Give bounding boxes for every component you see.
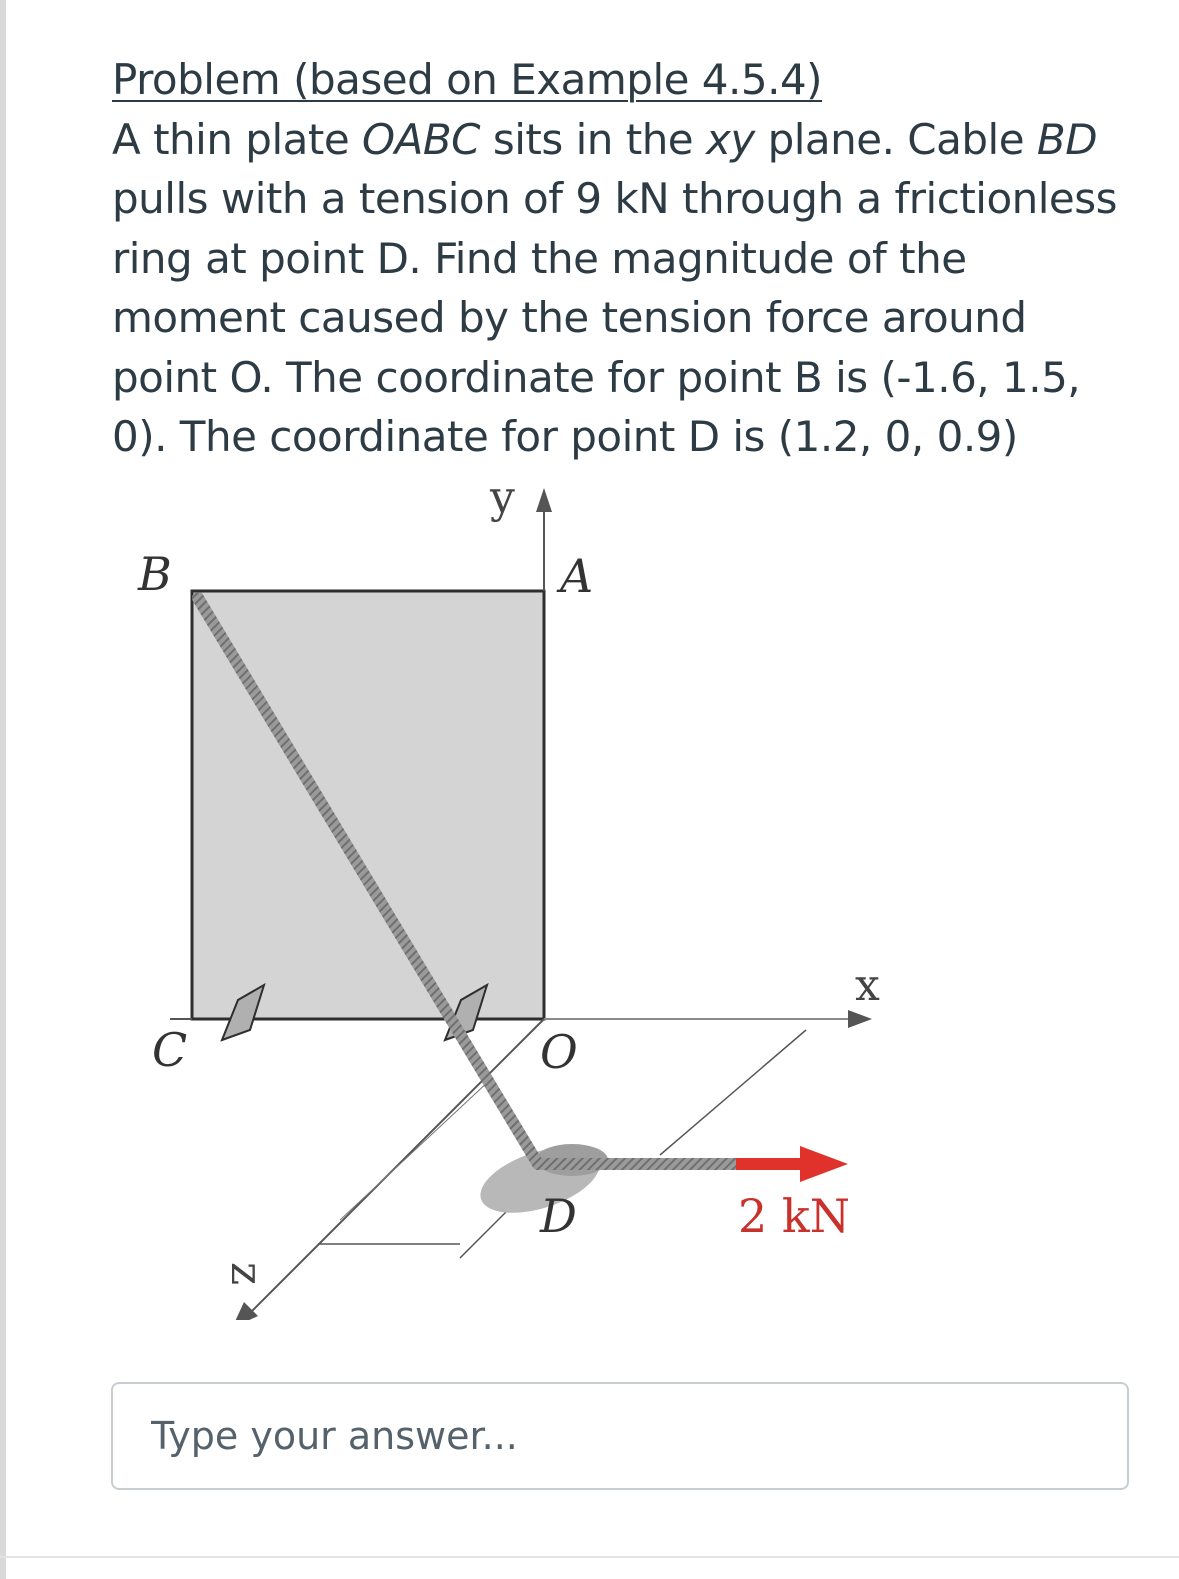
statement-italic-xy: xy	[706, 114, 755, 164]
force-arrow-head	[800, 1146, 848, 1182]
label-y: y	[490, 472, 515, 523]
statement-part: plane. Cable	[754, 114, 1037, 164]
plate-oabc	[192, 591, 544, 1019]
statement-part: sits in the	[479, 114, 707, 164]
statement-part: pulls with a tension of 9 kN through a frictionless ring at point D. Find the magnitude of the moment caused by the tension force around point O. The coordinate for point B is (-1.6, 1.5, 0). The coordinate for point D is (1.2, 0, 0.9)	[112, 174, 1118, 461]
z-axis-arrowhead	[232, 1302, 258, 1320]
problem-title: Problem (based on Example 4.5.4)	[112, 55, 823, 104]
answer-input[interactable]	[111, 1382, 1129, 1490]
problem-statement	[112, 110, 1142, 467]
label-o: O	[540, 1025, 578, 1079]
bottom-divider	[0, 1556, 1179, 1558]
statement-italic-oabc: OABC	[362, 114, 480, 164]
label-d: D	[540, 1189, 577, 1243]
dimension-line-z	[340, 1080, 490, 1220]
label-force: 2 kN	[738, 1189, 851, 1243]
label-z: z	[221, 1262, 272, 1286]
y-axis-arrowhead	[536, 488, 552, 512]
label-a: A	[560, 549, 594, 603]
plate-diagram	[0, 470, 1179, 1320]
problem-text	[112, 50, 1142, 467]
label-c: C	[152, 1023, 188, 1077]
dimension-line-d-back	[660, 1030, 806, 1155]
statement-part: A thin plate	[112, 114, 363, 164]
z-axis	[248, 1019, 544, 1315]
label-b: B	[138, 547, 172, 601]
label-x: x	[855, 960, 880, 1011]
x-axis-arrowhead	[848, 1010, 872, 1028]
statement-italic-bd: BD	[1036, 114, 1098, 164]
